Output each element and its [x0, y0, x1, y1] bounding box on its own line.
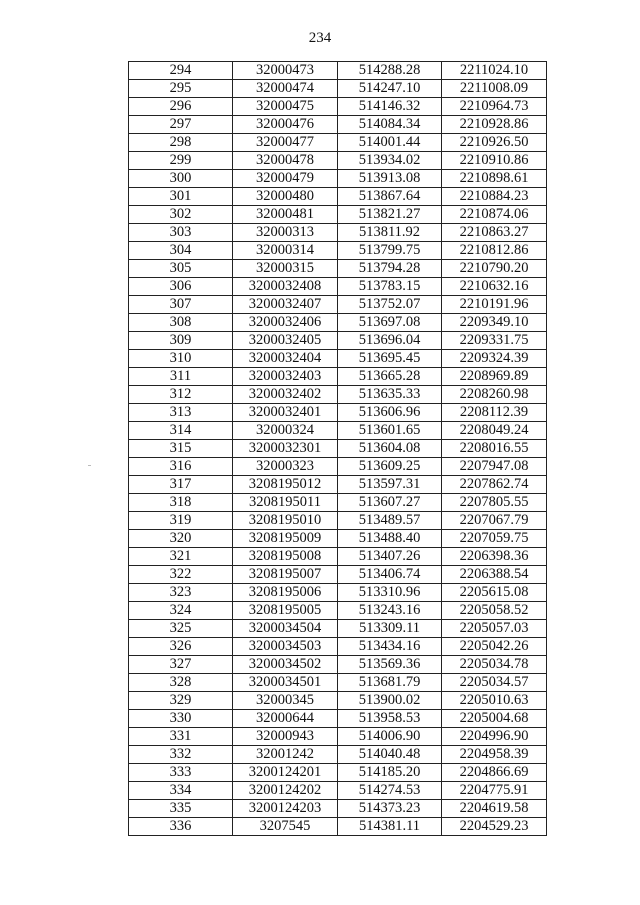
point-code-cell: 32000943: [233, 728, 338, 746]
point-number-cell: 299: [129, 152, 233, 170]
coordinates-table-body: [129, 62, 547, 836]
point-code-cell: 32000478: [233, 152, 338, 170]
point-number-cell: 317: [129, 476, 233, 494]
point-number-cell: 310: [129, 350, 233, 368]
y-coordinate-cell: 2205057.03: [442, 620, 547, 638]
table-row: [129, 566, 547, 584]
y-coordinate-cell: 2210910.86: [442, 152, 547, 170]
y-coordinate-cell: 2207805.55: [442, 494, 547, 512]
y-coordinate-cell: 2208049.24: [442, 422, 547, 440]
y-coordinate-cell: 2210790.20: [442, 260, 547, 278]
table-row: [129, 314, 547, 332]
table-row: [129, 116, 547, 134]
x-coordinate-cell: 513489.57: [338, 512, 442, 530]
point-code-cell: 32000323: [233, 458, 338, 476]
y-coordinate-cell: 2207947.08: [442, 458, 547, 476]
y-coordinate-cell: 2210926.50: [442, 134, 547, 152]
point-code-cell: 3200032402: [233, 386, 338, 404]
table-row: [129, 674, 547, 692]
point-code-cell: 3208195009: [233, 530, 338, 548]
point-code-cell: 3200034504: [233, 620, 338, 638]
point-number-cell: 334: [129, 782, 233, 800]
point-code-cell: 32000479: [233, 170, 338, 188]
point-code-cell: 3200034503: [233, 638, 338, 656]
y-coordinate-cell: 2205058.52: [442, 602, 547, 620]
point-number-cell: 319: [129, 512, 233, 530]
point-code-cell: 3208195011: [233, 494, 338, 512]
table-row: [129, 98, 547, 116]
table-row: [129, 170, 547, 188]
x-coordinate-cell: 513635.33: [338, 386, 442, 404]
point-code-cell: 3208195007: [233, 566, 338, 584]
y-coordinate-cell: 2205042.26: [442, 638, 547, 656]
x-coordinate-cell: 513799.75: [338, 242, 442, 260]
point-code-cell: 3208195010: [233, 512, 338, 530]
table-row: [129, 818, 547, 836]
table-row: [129, 386, 547, 404]
point-number-cell: 312: [129, 386, 233, 404]
y-coordinate-cell: 2210964.73: [442, 98, 547, 116]
point-code-cell: 32000475: [233, 98, 338, 116]
point-number-cell: 308: [129, 314, 233, 332]
table-row: [129, 296, 547, 314]
y-coordinate-cell: 2206398.36: [442, 548, 547, 566]
point-number-cell: 298: [129, 134, 233, 152]
y-coordinate-cell: 2207862.74: [442, 476, 547, 494]
point-code-cell: 32000644: [233, 710, 338, 728]
point-code-cell: 3200124201: [233, 764, 338, 782]
x-coordinate-cell: 513604.08: [338, 440, 442, 458]
y-coordinate-cell: 2205615.08: [442, 584, 547, 602]
x-coordinate-cell: 514146.32: [338, 98, 442, 116]
point-code-cell: 3208195005: [233, 602, 338, 620]
y-coordinate-cell: 2208260.98: [442, 386, 547, 404]
y-coordinate-cell: 2210884.23: [442, 188, 547, 206]
table-row: [129, 746, 547, 764]
table-row: [129, 764, 547, 782]
x-coordinate-cell: 513934.02: [338, 152, 442, 170]
table-row: [129, 152, 547, 170]
point-code-cell: 32000324: [233, 422, 338, 440]
x-coordinate-cell: 513569.36: [338, 656, 442, 674]
table-row: [129, 476, 547, 494]
y-coordinate-cell: 2210191.96: [442, 296, 547, 314]
point-code-cell: 3208195012: [233, 476, 338, 494]
table-row: [129, 242, 547, 260]
x-coordinate-cell: 513958.53: [338, 710, 442, 728]
point-number-cell: 314: [129, 422, 233, 440]
x-coordinate-cell: 513821.27: [338, 206, 442, 224]
table-row: [129, 800, 547, 818]
point-number-cell: 296: [129, 98, 233, 116]
point-number-cell: 324: [129, 602, 233, 620]
x-coordinate-cell: 513811.92: [338, 224, 442, 242]
y-coordinate-cell: 2204529.23: [442, 818, 547, 836]
y-coordinate-cell: 2207059.75: [442, 530, 547, 548]
x-coordinate-cell: 514084.34: [338, 116, 442, 134]
x-coordinate-cell: 513900.02: [338, 692, 442, 710]
point-number-cell: 325: [129, 620, 233, 638]
y-coordinate-cell: 2210632.16: [442, 278, 547, 296]
point-code-cell: 3207545: [233, 818, 338, 836]
y-coordinate-cell: 2205034.57: [442, 674, 547, 692]
table-row: [129, 350, 547, 368]
y-coordinate-cell: 2211024.10: [442, 62, 547, 80]
table-row: [129, 224, 547, 242]
point-number-cell: 336: [129, 818, 233, 836]
point-code-cell: 3200032301: [233, 440, 338, 458]
point-code-cell: 32000313: [233, 224, 338, 242]
point-number-cell: 301: [129, 188, 233, 206]
point-number-cell: 320: [129, 530, 233, 548]
point-number-cell: 307: [129, 296, 233, 314]
y-coordinate-cell: 2211008.09: [442, 80, 547, 98]
x-coordinate-cell: 513601.65: [338, 422, 442, 440]
table-row: [129, 782, 547, 800]
point-code-cell: 3200032408: [233, 278, 338, 296]
y-coordinate-cell: 2210863.27: [442, 224, 547, 242]
x-coordinate-cell: 513794.28: [338, 260, 442, 278]
point-number-cell: 321: [129, 548, 233, 566]
point-code-cell: 3200032407: [233, 296, 338, 314]
x-coordinate-cell: 513597.31: [338, 476, 442, 494]
x-coordinate-cell: 513488.40: [338, 530, 442, 548]
table-row: [129, 134, 547, 152]
point-code-cell: 3200124203: [233, 800, 338, 818]
x-coordinate-cell: 514274.53: [338, 782, 442, 800]
table-row: [129, 422, 547, 440]
point-code-cell: 32000315: [233, 260, 338, 278]
point-number-cell: 335: [129, 800, 233, 818]
x-coordinate-cell: 513681.79: [338, 674, 442, 692]
table-row: [129, 206, 547, 224]
y-coordinate-cell: 2204958.39: [442, 746, 547, 764]
point-code-cell: 32000345: [233, 692, 338, 710]
x-coordinate-cell: 514185.20: [338, 764, 442, 782]
point-number-cell: 303: [129, 224, 233, 242]
x-coordinate-cell: 513434.16: [338, 638, 442, 656]
point-number-cell: 295: [129, 80, 233, 98]
x-coordinate-cell: 513243.16: [338, 602, 442, 620]
x-coordinate-cell: 513695.45: [338, 350, 442, 368]
point-number-cell: 328: [129, 674, 233, 692]
x-coordinate-cell: 514006.90: [338, 728, 442, 746]
y-coordinate-cell: 2205004.68: [442, 710, 547, 728]
x-coordinate-cell: 514001.44: [338, 134, 442, 152]
y-coordinate-cell: 2204866.69: [442, 764, 547, 782]
table-row: [129, 692, 547, 710]
x-coordinate-cell: 513310.96: [338, 584, 442, 602]
point-number-cell: 318: [129, 494, 233, 512]
table-row: [129, 530, 547, 548]
y-coordinate-cell: 2205010.63: [442, 692, 547, 710]
x-coordinate-cell: 514288.28: [338, 62, 442, 80]
point-code-cell: 3200032406: [233, 314, 338, 332]
y-coordinate-cell: 2210898.61: [442, 170, 547, 188]
point-code-cell: 3200034502: [233, 656, 338, 674]
y-coordinate-cell: 2210874.06: [442, 206, 547, 224]
x-coordinate-cell: 514373.23: [338, 800, 442, 818]
point-code-cell: 3208195006: [233, 584, 338, 602]
point-number-cell: 306: [129, 278, 233, 296]
point-number-cell: 332: [129, 746, 233, 764]
margin-mark: [88, 465, 91, 466]
table-row: [129, 512, 547, 530]
table-row: [129, 548, 547, 566]
y-coordinate-cell: 2204775.91: [442, 782, 547, 800]
table-row: [129, 188, 547, 206]
x-coordinate-cell: 513697.08: [338, 314, 442, 332]
point-number-cell: 315: [129, 440, 233, 458]
table-row: [129, 440, 547, 458]
point-number-cell: 329: [129, 692, 233, 710]
x-coordinate-cell: 514247.10: [338, 80, 442, 98]
point-number-cell: 316: [129, 458, 233, 476]
point-code-cell: 3200032404: [233, 350, 338, 368]
x-coordinate-cell: 513913.08: [338, 170, 442, 188]
x-coordinate-cell: 514381.11: [338, 818, 442, 836]
x-coordinate-cell: 513752.07: [338, 296, 442, 314]
table-row: [129, 404, 547, 422]
table-row: [129, 656, 547, 674]
y-coordinate-cell: 2210812.86: [442, 242, 547, 260]
point-code-cell: 3208195008: [233, 548, 338, 566]
y-coordinate-cell: 2205034.78: [442, 656, 547, 674]
y-coordinate-cell: 2206388.54: [442, 566, 547, 584]
point-code-cell: 32001242: [233, 746, 338, 764]
point-code-cell: 3200034501: [233, 674, 338, 692]
y-coordinate-cell: 2209349.10: [442, 314, 547, 332]
point-number-cell: 294: [129, 62, 233, 80]
x-coordinate-cell: 513407.26: [338, 548, 442, 566]
table-row: [129, 278, 547, 296]
y-coordinate-cell: 2204996.90: [442, 728, 547, 746]
table-row: [129, 584, 547, 602]
x-coordinate-cell: 513606.96: [338, 404, 442, 422]
point-number-cell: 311: [129, 368, 233, 386]
y-coordinate-cell: 2210928.86: [442, 116, 547, 134]
y-coordinate-cell: 2207067.79: [442, 512, 547, 530]
point-code-cell: 32000473: [233, 62, 338, 80]
x-coordinate-cell: 513867.64: [338, 188, 442, 206]
x-coordinate-cell: 513607.27: [338, 494, 442, 512]
x-coordinate-cell: 513696.04: [338, 332, 442, 350]
y-coordinate-cell: 2209324.39: [442, 350, 547, 368]
point-number-cell: 323: [129, 584, 233, 602]
table-row: [129, 368, 547, 386]
table-row: [129, 710, 547, 728]
point-number-cell: 304: [129, 242, 233, 260]
point-code-cell: 32000480: [233, 188, 338, 206]
point-number-cell: 330: [129, 710, 233, 728]
point-code-cell: 3200032405: [233, 332, 338, 350]
y-coordinate-cell: 2208016.55: [442, 440, 547, 458]
point-code-cell: 3200032401: [233, 404, 338, 422]
table-row: [129, 602, 547, 620]
table-row: [129, 80, 547, 98]
point-number-cell: 333: [129, 764, 233, 782]
point-number-cell: 305: [129, 260, 233, 278]
point-number-cell: 331: [129, 728, 233, 746]
point-code-cell: 32000477: [233, 134, 338, 152]
point-code-cell: 32000481: [233, 206, 338, 224]
x-coordinate-cell: 513309.11: [338, 620, 442, 638]
point-number-cell: 322: [129, 566, 233, 584]
table-row: [129, 62, 547, 80]
table-row: [129, 260, 547, 278]
point-number-cell: 297: [129, 116, 233, 134]
point-code-cell: 32000314: [233, 242, 338, 260]
point-number-cell: 302: [129, 206, 233, 224]
table-row: [129, 458, 547, 476]
point-code-cell: 3200032403: [233, 368, 338, 386]
y-coordinate-cell: 2208112.39: [442, 404, 547, 422]
point-number-cell: 326: [129, 638, 233, 656]
point-number-cell: 313: [129, 404, 233, 422]
point-code-cell: 3200124202: [233, 782, 338, 800]
table-row: [129, 332, 547, 350]
point-number-cell: 300: [129, 170, 233, 188]
point-code-cell: 32000476: [233, 116, 338, 134]
point-number-cell: 327: [129, 656, 233, 674]
point-code-cell: 32000474: [233, 80, 338, 98]
table-row: [129, 638, 547, 656]
x-coordinate-cell: 513406.74: [338, 566, 442, 584]
y-coordinate-cell: 2208969.89: [442, 368, 547, 386]
table-row: [129, 620, 547, 638]
table-row: [129, 728, 547, 746]
page-number: 234: [308, 30, 332, 46]
point-number-cell: 309: [129, 332, 233, 350]
y-coordinate-cell: 2204619.58: [442, 800, 547, 818]
table-row: [129, 494, 547, 512]
coordinates-table: [128, 61, 547, 836]
x-coordinate-cell: 513609.25: [338, 458, 442, 476]
x-coordinate-cell: 513783.15: [338, 278, 442, 296]
x-coordinate-cell: 514040.48: [338, 746, 442, 764]
x-coordinate-cell: 513665.28: [338, 368, 442, 386]
y-coordinate-cell: 2209331.75: [442, 332, 547, 350]
